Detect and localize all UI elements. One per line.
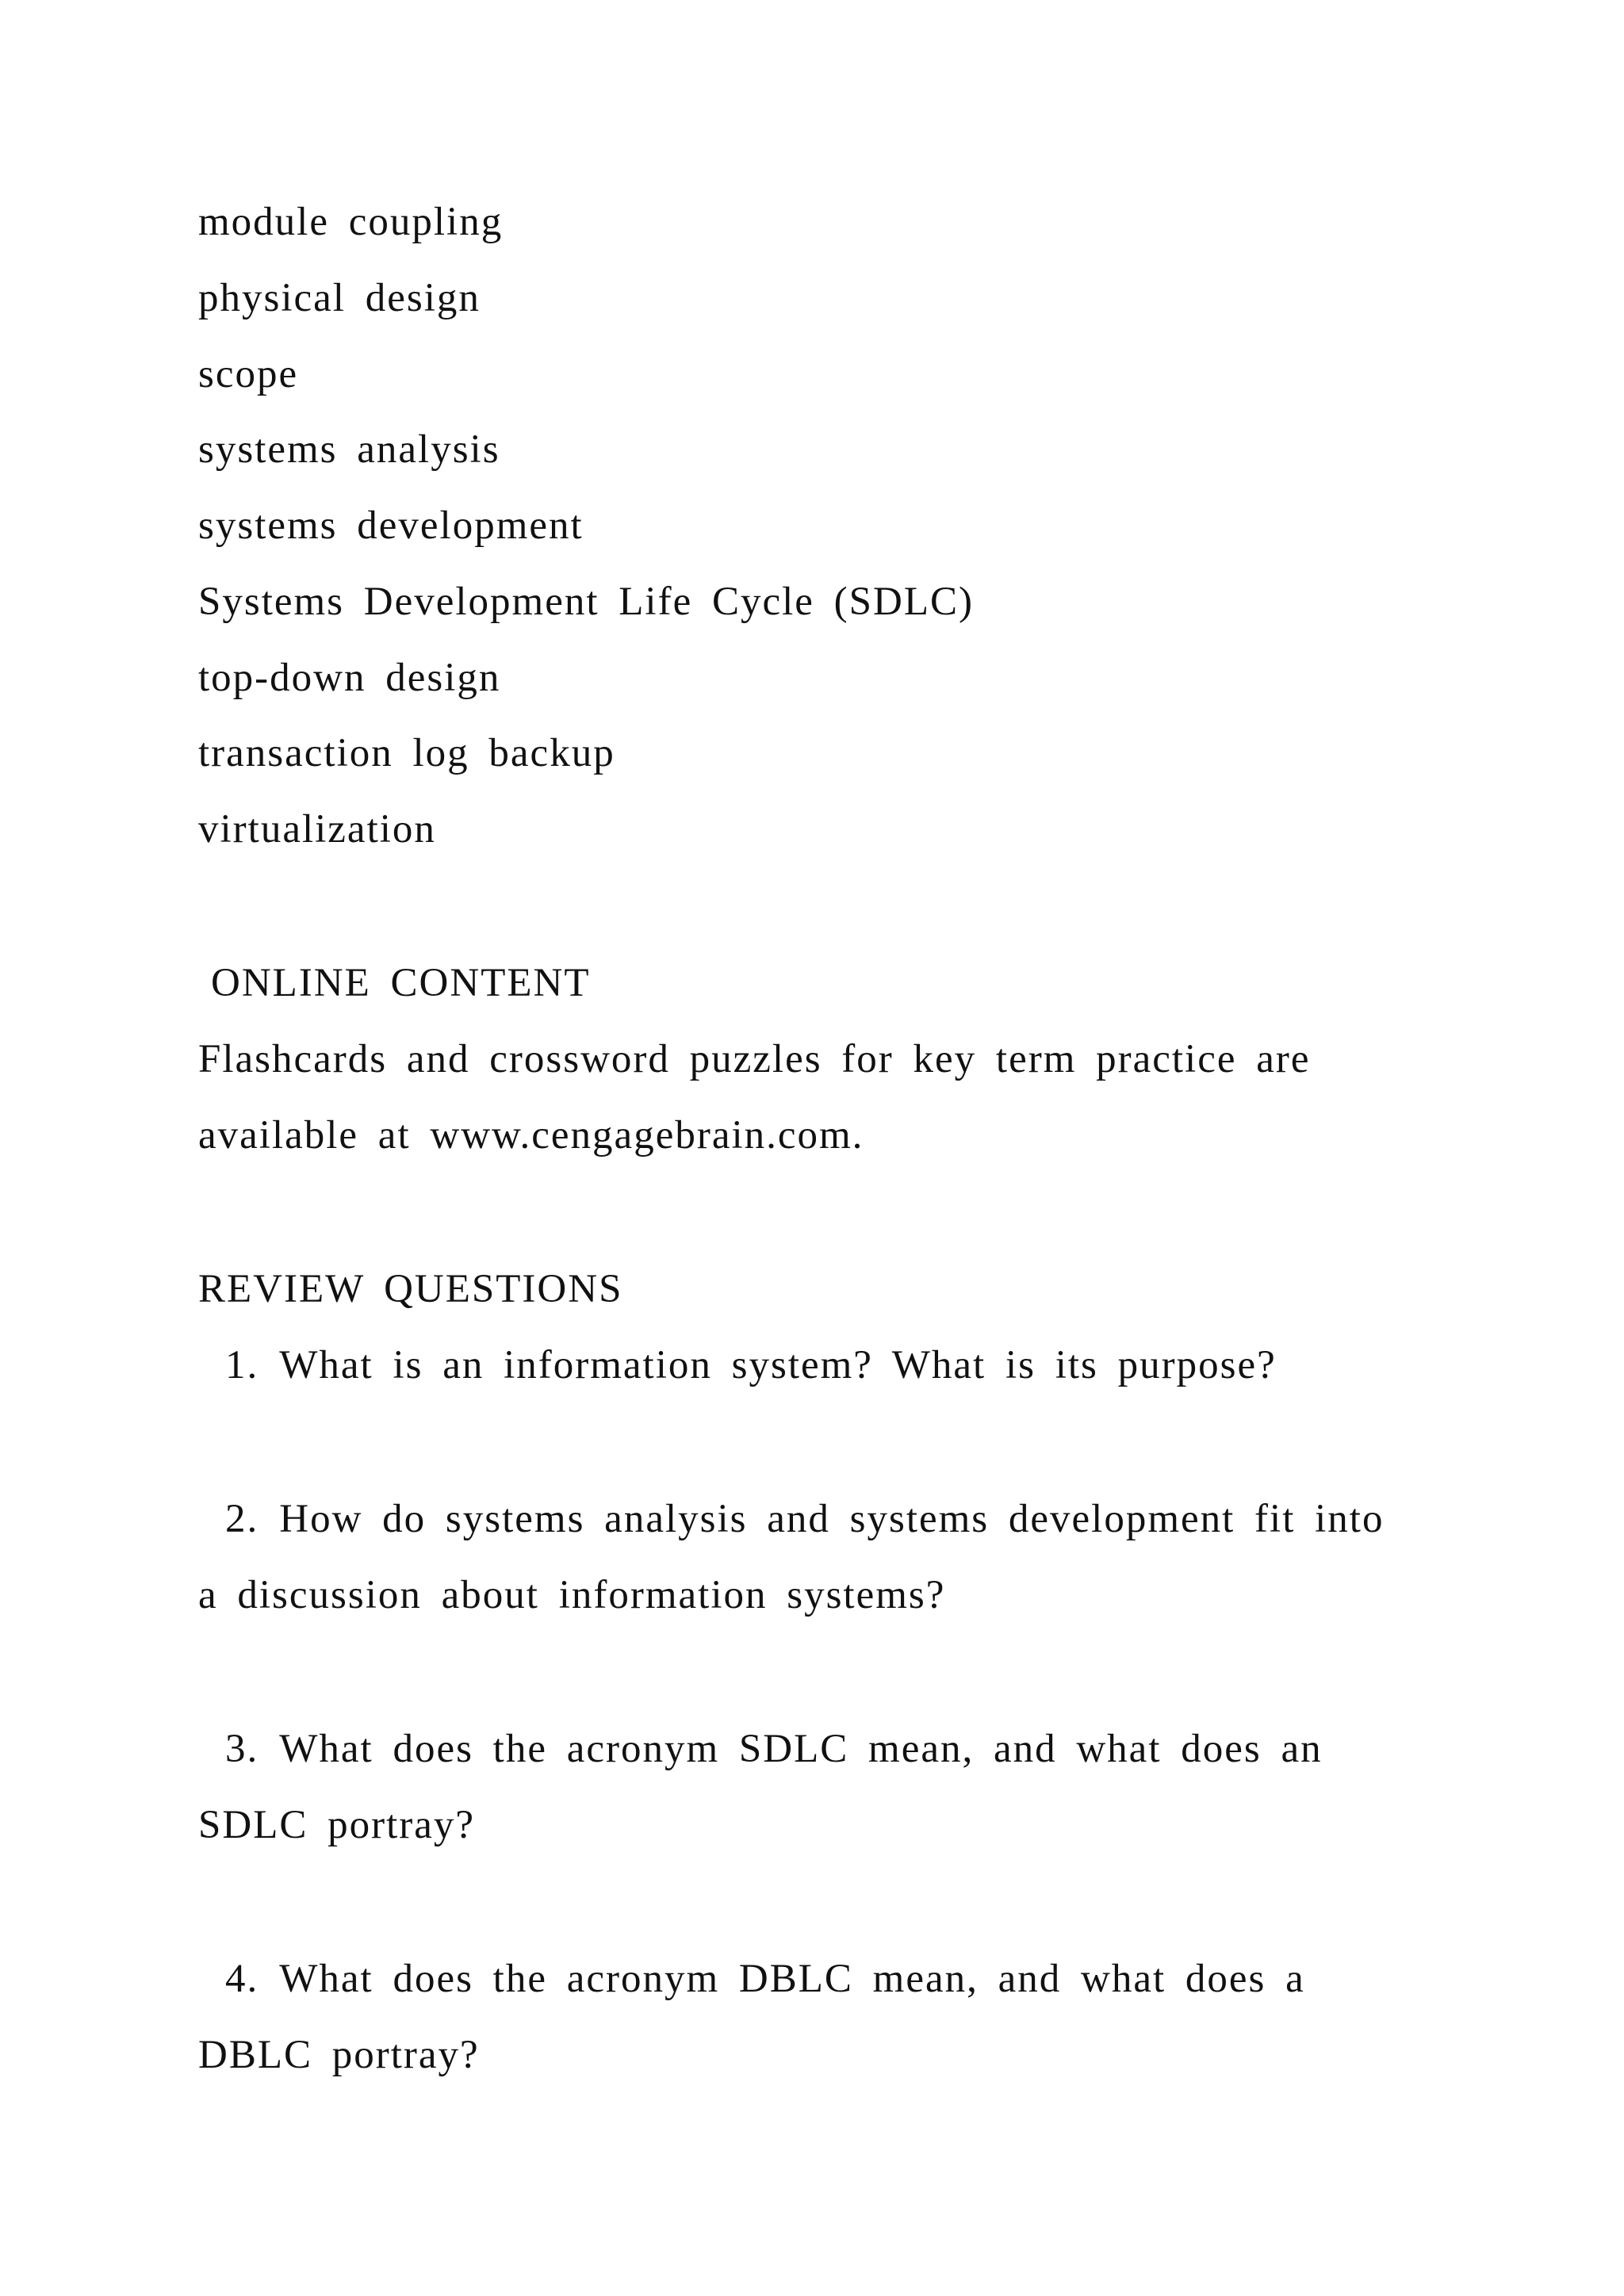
question-text: What is an information system? What is its purpose?	[279, 1343, 1277, 1387]
key-term: physical design	[198, 276, 481, 320]
question-4-continued: DBLC portray?	[198, 2033, 480, 2077]
key-term: systems development	[198, 503, 584, 548]
online-content-heading: ONLINE CONTENT	[211, 961, 591, 1005]
key-term: scope	[198, 352, 299, 396]
question-2-continued: a discussion about information systems?	[198, 1573, 946, 1617]
question-number: 1.	[225, 1343, 259, 1387]
question-3-continued: SDLC portray?	[198, 1803, 476, 1847]
question-text: What does the acronym SDLC mean, and what does an	[279, 1727, 1323, 1771]
question-3	[198, 1725, 1323, 1773]
question-2	[198, 1495, 1384, 1543]
key-term: virtualization	[198, 807, 436, 851]
online-content-text: Flashcards and crossword puzzles for key term practice are	[198, 1037, 1311, 1081]
online-content-text: available at www.cengagebrain.com.	[198, 1113, 864, 1158]
key-term: top-down design	[198, 656, 501, 700]
question-number: 2.	[225, 1497, 259, 1541]
question-text: What does the acronym DBLC mean, and what does a	[279, 1957, 1305, 2001]
key-term: Systems Development Life Cycle (SDLC)	[198, 580, 975, 624]
key-term: transaction log backup	[198, 731, 615, 775]
key-term: systems analysis	[198, 427, 500, 472]
question-number: 3.	[225, 1727, 259, 1771]
question-number: 4.	[225, 1957, 259, 2001]
question-text: How do systems analysis and systems development fit into	[279, 1497, 1385, 1541]
key-term: module coupling	[198, 200, 504, 244]
question-4	[198, 1955, 1305, 2003]
question-1	[198, 1341, 1277, 1389]
review-questions-heading: REVIEW QUESTIONS	[198, 1267, 623, 1311]
